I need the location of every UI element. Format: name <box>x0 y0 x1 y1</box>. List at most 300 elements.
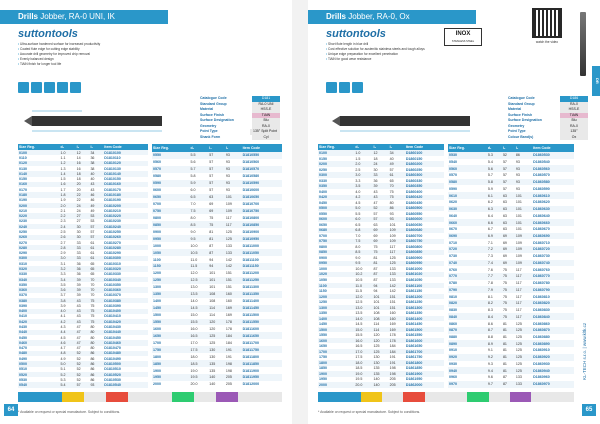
table-cell: D1811450 <box>242 305 282 312</box>
table-cell: 52 <box>76 361 90 366</box>
table-cell: 4.5 <box>60 335 66 340</box>
table-cell: 101 <box>208 277 225 284</box>
spec-value: Cyl <box>252 135 280 141</box>
table-cell: 1750 <box>319 355 327 360</box>
table-cell: 3.8 <box>59 298 75 303</box>
table-row <box>152 208 282 215</box>
table-cell: 8.0 <box>355 244 361 249</box>
table-cell: 1.1 <box>60 156 66 161</box>
column-header: Size Reg. <box>448 144 487 152</box>
table-cell: 69 <box>502 233 515 240</box>
table-cell: 125 <box>515 340 532 347</box>
table-cell: 4.8 <box>59 351 75 356</box>
table-cell: D1860750 <box>405 239 444 245</box>
table-cell: 109 <box>515 260 532 267</box>
table-cell: 0600 <box>153 188 161 193</box>
spec-value: Ox <box>560 135 588 141</box>
table-cell: 2.6 <box>59 235 75 240</box>
spec-value: RA-0 UNI <box>252 102 280 108</box>
spec-row <box>200 135 280 141</box>
table-cell: 0530 <box>19 377 27 382</box>
table-row <box>152 166 282 173</box>
table-cell: 1300 <box>318 305 354 311</box>
column-header: Size Reg. <box>152 144 189 152</box>
table-cell: 33 <box>76 240 81 245</box>
table-row <box>448 280 574 287</box>
table-cell: 27 <box>76 213 90 218</box>
table-cell: 151 <box>225 277 242 284</box>
table-cell: 0280 <box>18 245 59 250</box>
colour-swatch <box>382 392 403 402</box>
table-cell: 2000 <box>153 382 161 387</box>
point-icon <box>352 82 363 93</box>
table-cell: 5.7 <box>487 173 493 178</box>
spec-label: Standard Group <box>200 101 227 106</box>
table-cell: 198 <box>389 366 396 371</box>
left-page <box>0 0 292 424</box>
table-cell: 133 <box>515 381 532 388</box>
column-header: Item Code <box>405 144 444 150</box>
spec-value: RA-0 <box>560 102 588 108</box>
table-cell: D1860200 <box>405 161 444 167</box>
table-cell: 52 <box>502 152 515 159</box>
specification-panel <box>508 96 588 140</box>
table-cell: D1810170 <box>104 187 121 192</box>
table-cell: D1810350 <box>104 282 121 287</box>
feature-item: • Accurate drill geometry for improved chip removal <box>18 52 100 57</box>
table-cell: 20 <box>76 182 90 187</box>
table-cell: 5.1 <box>60 367 66 372</box>
table-cell: 2.5 <box>60 229 66 234</box>
table-cell: 20.0 <box>190 382 198 387</box>
table-cell: 57 <box>76 382 90 388</box>
table-cell: D1860720 <box>532 246 574 253</box>
table-cell: 40 <box>90 177 95 182</box>
table-cell: D1810750 <box>242 208 282 215</box>
table-cell: D1860670 <box>533 227 550 232</box>
table-cell: 0950 <box>318 261 354 267</box>
table-cell: 87 <box>502 381 515 388</box>
table-cell: D1860400 <box>405 189 423 194</box>
table-cell: 5.2 <box>59 372 75 377</box>
table-cell: D1810120 <box>103 161 148 166</box>
table-cell: 101 <box>373 294 389 300</box>
table-row <box>152 339 282 346</box>
table-cell: D1812000 <box>242 382 260 387</box>
table-cell: 1050 <box>152 249 189 256</box>
table-cell: 4.6 <box>59 340 75 345</box>
table-cell: 3.5 <box>60 282 66 287</box>
table-cell: 133 <box>225 243 232 248</box>
table-cell: 108 <box>373 311 380 316</box>
table-cell: 6.3 <box>487 206 502 213</box>
table-cell: 9.6 <box>487 375 493 380</box>
material-icon <box>18 82 29 93</box>
table-cell: D1861200 <box>405 294 444 300</box>
table-cell: 81 <box>502 348 507 353</box>
table-cell: 63 <box>502 206 515 213</box>
table-cell: D1860790 <box>532 286 574 293</box>
table-cell: 109 <box>225 208 242 215</box>
table-cell: 1.8 <box>59 192 75 197</box>
table-cell: D1811500 <box>242 313 259 318</box>
table-cell: 0160 <box>18 182 59 187</box>
table-cell: 86 <box>89 361 103 366</box>
table-cell: 10.0 <box>355 266 363 271</box>
table-cell: 178 <box>225 319 242 326</box>
table-cell: 47 <box>76 340 90 345</box>
table-row <box>152 263 282 270</box>
table-cell: 1800 <box>318 360 354 366</box>
table-cell: 3.3 <box>355 178 361 183</box>
table-cell: 1250 <box>152 277 189 284</box>
table-cell: 117 <box>225 221 242 228</box>
inox-sub: STAINLESS STEEL <box>451 40 475 43</box>
table-cell: 0570 <box>449 173 457 178</box>
table-row <box>152 242 282 249</box>
table-cell: 1150 <box>319 289 327 294</box>
table-cell: 13.0 <box>190 285 198 290</box>
table-row <box>152 159 282 166</box>
table-row <box>318 382 444 388</box>
table-cell: 1100 <box>318 283 354 289</box>
table-cell: D1860810 <box>533 294 550 299</box>
table-cell: 0960 <box>449 375 457 380</box>
table-cell: D1810480 <box>103 351 148 356</box>
table-cell: 49 <box>90 208 95 213</box>
table-cell: 198 <box>225 368 232 373</box>
table-cell: 14 <box>76 156 81 161</box>
table-cell: D1811250 <box>242 277 282 284</box>
table-cell: 0930 <box>449 361 457 366</box>
table-cell: 30 <box>76 229 81 234</box>
feature-item: • Short flute length in blue drill <box>326 42 425 47</box>
table-cell: 93 <box>515 173 520 178</box>
table-cell: 0440 <box>18 330 59 335</box>
table-row <box>152 249 282 256</box>
table-cell: D1860820 <box>532 300 574 307</box>
table-cell: 61 <box>89 245 103 250</box>
colour-swatch <box>216 392 238 402</box>
table-cell: 8.2 <box>487 300 502 307</box>
table-row <box>448 239 574 246</box>
table-cell: D1810430 <box>104 325 121 330</box>
table-cell: 0350 <box>318 183 354 189</box>
column-header: l₂ <box>208 144 225 152</box>
table-row <box>152 298 282 305</box>
table-cell: 2.7 <box>60 240 66 245</box>
table-cell: 69 <box>373 228 389 234</box>
table-cell: 117 <box>515 273 532 280</box>
table-cell: 81 <box>373 261 389 267</box>
table-cell: 43 <box>76 309 90 314</box>
table-cell: 93 <box>225 180 242 187</box>
table-cell: 117 <box>225 215 232 220</box>
table-cell: 0820 <box>448 300 487 307</box>
table-row <box>152 194 282 201</box>
table-cell: 7.1 <box>487 240 493 245</box>
table-cell: 117 <box>515 300 532 307</box>
table-cell: 0850 <box>152 221 189 228</box>
table-cell: 57 <box>89 235 103 240</box>
table-cell: 0200 <box>18 203 59 208</box>
drill-diagram <box>22 106 172 136</box>
table-cell: 1300 <box>153 285 161 290</box>
table-cell: D1810190 <box>104 198 121 203</box>
table-row <box>448 246 574 253</box>
spec-value: HSS-E <box>252 107 280 113</box>
table-cell: 38 <box>89 161 103 166</box>
spec-label: Material <box>508 107 522 111</box>
table-cell: 6.0 <box>190 188 196 193</box>
table-cell: 3.0 <box>59 256 75 261</box>
table-cell: 94 <box>373 283 389 289</box>
table-cell: 1020 <box>318 272 354 278</box>
table-cell: D1810900 <box>242 229 260 234</box>
table-cell: 43 <box>76 314 81 319</box>
table-cell: 101 <box>515 219 532 226</box>
table-cell: 0350 <box>19 282 27 287</box>
table-cell: 133 <box>389 278 396 282</box>
table-cell: 1350 <box>152 291 189 298</box>
table-cell: 0450 <box>319 200 327 205</box>
table-cell: 1.0 <box>354 150 372 156</box>
table-cell: 101 <box>515 213 522 218</box>
table-row <box>152 221 282 228</box>
table-cell: 0850 <box>318 250 354 256</box>
table-cell: 18 <box>373 156 378 161</box>
table-cell: 4.7 <box>60 346 66 351</box>
table-cell: 87 <box>373 266 378 271</box>
table-cell: 93 <box>225 166 242 173</box>
table-cell: 47 <box>76 330 90 335</box>
table-cell: D1811950 <box>242 374 282 381</box>
table-cell: 142 <box>389 289 396 294</box>
footnote: * Available on request or special manufacture. Subject to conditions. <box>318 410 421 414</box>
brand-logo: suttontools <box>18 28 78 40</box>
table-cell: 0400 <box>319 189 327 194</box>
table-cell: D1810220 <box>103 213 148 218</box>
table-cell: D1810160 <box>103 182 148 187</box>
column-header: l₂ <box>76 144 90 150</box>
colour-swatch <box>260 392 282 402</box>
table-cell: 93 <box>515 179 532 186</box>
spec-value: Blu <box>252 118 280 124</box>
table-cell: 205 <box>389 382 405 388</box>
table-cell: 7.8 <box>487 281 493 286</box>
table-cell: 7.9 <box>487 286 502 293</box>
table-cell: 36 <box>76 272 81 277</box>
table-cell: 63 <box>502 227 507 232</box>
table-cell: 0880 <box>449 334 457 339</box>
table-cell: D1811100 <box>242 257 259 262</box>
table-cell: 33 <box>76 245 90 250</box>
table-cell: 169 <box>389 327 405 333</box>
inox-label: INOX <box>455 31 471 37</box>
table-cell: 0550 <box>319 211 327 216</box>
table-row <box>152 214 282 221</box>
table-cell: 8.9 <box>487 340 502 347</box>
table-row <box>152 228 282 235</box>
table-cell: 1.6 <box>59 182 75 187</box>
table-cell: D1810590 <box>242 180 282 187</box>
table-cell: 169 <box>389 322 396 327</box>
table-cell: 114 <box>209 313 215 318</box>
table-cell: 0400 <box>18 309 59 314</box>
table-cell: 75 <box>502 281 507 286</box>
spec-label: Surface Finish <box>200 112 225 117</box>
table-cell: 117 <box>389 250 405 256</box>
spec-value: HSS-E <box>560 107 588 113</box>
table-cell: D1811050 <box>242 249 282 256</box>
table-cell: 43 <box>373 189 378 194</box>
table-cell: 1150 <box>152 263 189 270</box>
table-cell: 135 <box>209 368 216 373</box>
table-cell: 0550 <box>152 152 189 159</box>
table-cell: 0590 <box>449 186 457 191</box>
table-cell: 4.9 <box>60 356 66 361</box>
table-cell: 101 <box>515 192 532 199</box>
table-cell: 101 <box>209 271 216 276</box>
table-cell: D1810580 <box>242 174 260 179</box>
table-cell: 0810 <box>449 294 457 299</box>
table-cell: 17.0 <box>190 340 198 345</box>
table-cell: 19.5 <box>355 377 363 382</box>
material-colour-bar <box>18 392 282 402</box>
table-cell: 1650 <box>152 332 189 339</box>
table-cell: 12.5 <box>355 300 363 305</box>
table-cell: D1861250 <box>405 300 423 305</box>
table-cell: 142 <box>225 263 242 270</box>
table-cell: D1861020 <box>405 272 444 278</box>
table-cell: 178 <box>389 333 396 338</box>
table-cell: 0610 <box>448 192 487 199</box>
table-cell: 1.9 <box>60 198 66 203</box>
table-cell: 47 <box>76 325 81 330</box>
table-row <box>152 312 282 319</box>
table-cell: 19.0 <box>354 371 372 377</box>
table-cell: 52 <box>76 351 90 356</box>
table-cell: 70 <box>89 277 103 282</box>
table-cell: 75 <box>502 294 507 299</box>
table-cell: D1861400 <box>405 316 444 322</box>
table-cell: 198 <box>225 360 242 367</box>
table-cell: D1861050 <box>405 278 423 282</box>
table-cell: 101 <box>373 300 380 305</box>
table-cell: D1861600 <box>405 338 444 344</box>
table-cell: 39 <box>76 293 81 298</box>
table-cell: 0220 <box>18 213 59 218</box>
table-cell: 117 <box>515 313 532 320</box>
table-cell: 47 <box>373 200 378 205</box>
header-title: Drills <box>326 12 347 21</box>
table-cell: 109 <box>515 240 522 245</box>
table-cell: 0900 <box>153 229 161 234</box>
column-header: d₁ <box>59 144 75 150</box>
column-header: Item Code <box>532 144 574 152</box>
table-cell: 109 <box>389 233 396 238</box>
table-cell: 63 <box>373 222 378 227</box>
table-cell: 0260 <box>18 235 59 240</box>
table-cell: 24 <box>373 161 389 167</box>
table-cell: 43 <box>90 187 95 192</box>
table-cell: 117 <box>389 244 396 249</box>
table-row <box>152 201 282 208</box>
table-cell: 1000 <box>153 243 161 248</box>
table-cell: 0860 <box>449 321 457 326</box>
table-cell: 125 <box>373 349 389 355</box>
table-cell: 69 <box>502 246 515 253</box>
table-cell: 34 <box>389 150 405 156</box>
table-cell: 184 <box>225 332 242 339</box>
table-cell: 0650 <box>152 194 189 201</box>
table-cell: 9.0 <box>355 255 361 260</box>
table-cell: D1811150 <box>242 263 282 270</box>
table-cell: 0580 <box>448 179 487 186</box>
spec-label: Geometry <box>508 123 525 128</box>
table-cell: D1811800 <box>242 354 259 359</box>
table-cell: 61 <box>389 172 405 178</box>
table-cell: 3.0 <box>354 172 372 178</box>
table-cell: D1860850 <box>405 250 444 256</box>
table-cell: 49 <box>89 203 103 208</box>
table-cell: 1400 <box>153 299 161 304</box>
page-header <box>0 10 168 24</box>
table-cell: D1810560 <box>242 160 260 165</box>
table-cell: 6.7 <box>487 227 493 232</box>
table-cell: 109 <box>389 239 405 245</box>
table-cell: 0560 <box>448 165 487 172</box>
table-cell: 6.8 <box>354 228 372 234</box>
table-cell: 0650 <box>319 222 327 227</box>
table-cell: 69 <box>502 260 515 267</box>
table-row <box>18 382 148 388</box>
colour-swatch <box>361 392 382 402</box>
table-cell: D1861500 <box>405 327 444 333</box>
qr-code[interactable] <box>532 8 562 38</box>
table-cell: 6.5 <box>355 222 361 227</box>
table-cell: 140 <box>209 382 216 387</box>
table-cell: 4.0 <box>59 309 75 314</box>
table-cell: 61 <box>90 240 95 245</box>
table-cell: 12 <box>76 150 90 155</box>
spec-label: Surface Designation <box>200 118 234 122</box>
table-cell: 9.2 <box>487 354 502 361</box>
table-cell: 36 <box>76 261 81 266</box>
spec-value: 135° Split Point <box>250 129 280 135</box>
table-cell: D1860250 <box>405 167 423 172</box>
table-row <box>448 260 574 267</box>
table-cell: 17.0 <box>354 349 372 355</box>
drill-diagram <box>330 106 480 136</box>
table-cell: D1810490 <box>104 356 121 361</box>
table-cell: 86 <box>89 372 103 377</box>
colour-swatch <box>318 392 339 402</box>
table-row <box>152 256 282 263</box>
table-cell: D1861900 <box>405 371 444 377</box>
table-cell: 57 <box>209 174 214 179</box>
table-cell: 14.0 <box>190 299 198 304</box>
table-cell: 0330 <box>19 272 27 277</box>
table-cell: 43 <box>373 195 389 201</box>
table-cell: 39 <box>76 277 90 282</box>
table-cell: 7.3 <box>487 254 493 259</box>
table-cell: 24 <box>76 203 90 208</box>
table-cell: 27 <box>76 219 81 224</box>
table-row <box>152 284 282 291</box>
table-cell: 0420 <box>18 319 59 324</box>
table-cell: 125 <box>515 354 532 361</box>
